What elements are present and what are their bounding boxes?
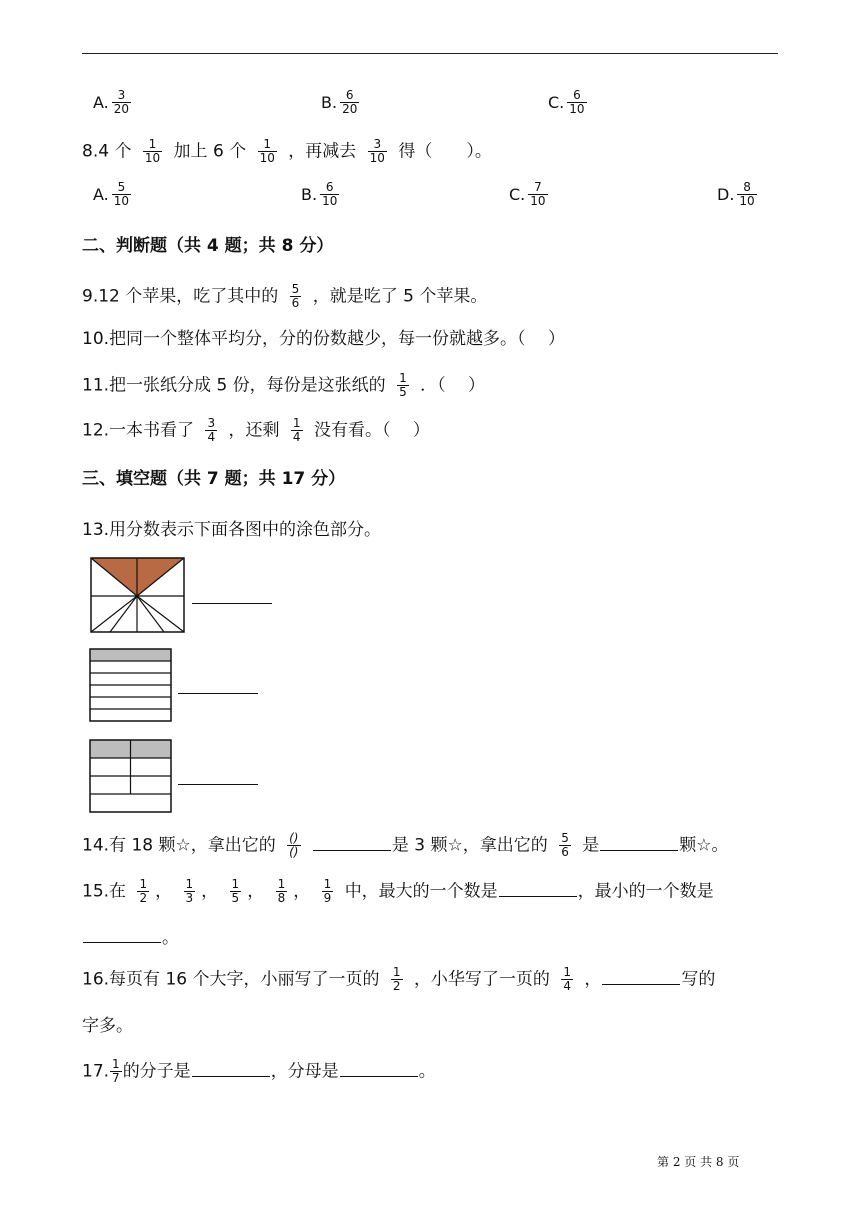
denominator: 5 [399, 385, 407, 399]
numerator: 1 [399, 371, 407, 385]
question-10: 10.把同一个整体平均分，分的份数越少，每一份就越多。（ ） [82, 329, 565, 349]
denominator: 4 [563, 979, 571, 993]
fraction [567, 89, 586, 116]
q17-number: 17. [82, 1061, 110, 1082]
fraction [112, 89, 131, 116]
numerator: 1 [231, 877, 240, 891]
q8-text-1: 8.4 个 [82, 141, 132, 162]
fraction [112, 181, 131, 208]
numerator: 1 [263, 137, 272, 151]
q14-text-2: 是 3 颗☆，拿出它的 [391, 835, 548, 856]
option-letter: B. [301, 185, 318, 204]
figure-3-shaded-grid [89, 739, 173, 813]
answer-blank[interactable] [499, 895, 577, 897]
answer-blank-fig2[interactable] [178, 692, 258, 694]
question-9 [82, 283, 487, 310]
fraction [320, 181, 339, 208]
question-16-cont: 字多。 [82, 1016, 133, 1036]
denominator: 10 [259, 151, 275, 165]
numerator: 1 [139, 877, 148, 891]
q17-text-2: ，分母是 [270, 1061, 339, 1082]
numerator: 1 [292, 416, 301, 430]
question-15 [82, 878, 714, 905]
q17-text-3: 。 [418, 1061, 436, 1082]
fraction [561, 966, 573, 993]
question-13: 13.用分数表示下面各图中的涂色部分。 [82, 520, 382, 540]
q8-option-a[interactable] [93, 181, 137, 208]
q16-text-2: ，小华写了一页的 [413, 969, 550, 990]
q15-text-2: 中，最大的一个数是 [344, 881, 498, 902]
answer-blank[interactable] [340, 1075, 418, 1077]
q12-text-2: ，还剩 [228, 420, 280, 441]
q14-text-3: 是 [582, 835, 600, 856]
fraction [559, 832, 571, 859]
fraction [291, 417, 303, 444]
q12-text-1: 12.一本书看了 [82, 420, 195, 441]
option-letter: A. [93, 93, 109, 112]
answer-blank[interactable] [313, 849, 391, 851]
denominator: 6 [561, 845, 569, 859]
q17-text-1: 的分子是 [122, 1061, 191, 1082]
separator: ， [293, 881, 311, 902]
denominator: 3 [185, 891, 194, 905]
separator: ， [201, 881, 219, 902]
q15-text-3: ，最小的一个数是 [577, 881, 714, 902]
question-12 [82, 417, 430, 444]
q9-text-1: 9.12 个苹果，吃了其中的 [82, 286, 279, 307]
q15-text-4: 。 [162, 928, 179, 948]
answer-blank[interactable] [192, 1075, 270, 1077]
shaded-region [90, 649, 171, 661]
numerator: 8 [743, 180, 751, 194]
numerator: 1 [563, 965, 571, 979]
question-14 [82, 832, 728, 859]
figure-2-shaded-stripes [89, 648, 173, 722]
numerator: () [289, 831, 299, 845]
denominator: 10 [739, 194, 755, 208]
fraction [391, 966, 403, 993]
numerator: 1 [185, 877, 194, 891]
q11-text-2: ．（ ） [420, 375, 486, 396]
q8-option-d[interactable] [717, 181, 763, 208]
numerator: 7 [534, 180, 542, 194]
denominator: () [289, 845, 299, 859]
fraction [397, 372, 409, 399]
q8-text-3: ，再减去 [288, 141, 357, 162]
question-15-cont [82, 927, 179, 949]
numerator: 1 [277, 877, 286, 891]
fraction [528, 181, 547, 208]
numerator: 5 [117, 180, 126, 194]
denominator: 10 [569, 102, 585, 116]
q8-option-b[interactable] [301, 181, 345, 208]
header-rule [82, 53, 778, 54]
q8-text-4: 得（ ）。 [398, 141, 492, 162]
fraction [184, 878, 196, 905]
q14-text-4: 颗☆。 [679, 835, 729, 856]
answer-blank-fig1[interactable] [192, 602, 272, 604]
fraction [276, 878, 288, 905]
fraction [737, 181, 756, 208]
q7-option-b[interactable] [321, 89, 365, 116]
denominator: 10 [322, 194, 338, 208]
question-16 [82, 966, 715, 993]
q7-option-a[interactable] [93, 89, 137, 116]
denominator: 10 [530, 194, 546, 208]
denominator: 2 [392, 979, 401, 993]
q15-text-1: 15.在 [82, 881, 127, 902]
numerator: 3 [207, 416, 216, 430]
option-letter: D. [717, 185, 735, 204]
fraction [340, 89, 359, 116]
denominator: 20 [113, 102, 130, 116]
q8-option-c[interactable] [509, 181, 554, 208]
fraction [110, 1058, 122, 1085]
denominator: 7 [112, 1071, 120, 1085]
numerator: 1 [148, 137, 157, 151]
denominator: 10 [113, 194, 130, 208]
fraction [205, 417, 217, 444]
section-2-title: 二、判断题（共 4 题；共 8 分） [82, 236, 334, 256]
denominator: 2 [139, 891, 148, 905]
denominator: 4 [292, 430, 301, 444]
option-letter: B. [321, 93, 338, 112]
denominator: 20 [342, 102, 358, 116]
numerator: 6 [345, 88, 354, 102]
numerator: 3 [373, 137, 382, 151]
numerator: 1 [112, 1057, 120, 1071]
answer-blank[interactable] [602, 983, 680, 985]
option-letter: C. [509, 185, 526, 204]
question-17 [82, 1058, 436, 1085]
numerator: 6 [573, 88, 581, 102]
fraction [290, 283, 302, 310]
separator: ， [155, 881, 173, 902]
fraction [287, 832, 300, 859]
numerator: 5 [291, 282, 300, 296]
separator: ， [247, 881, 265, 902]
answer-blank-fig3[interactable] [178, 783, 258, 785]
q11-text-1: 11.把一张纸分成 5 份，每份是这张纸的 [82, 375, 386, 396]
question-8 [82, 138, 492, 165]
numerator: 1 [392, 965, 401, 979]
option-letter: A. [93, 185, 109, 204]
fraction [322, 878, 334, 905]
page-footer: 第 2 页 共 8 页 [657, 1155, 740, 1169]
denominator: 6 [291, 296, 300, 310]
denominator: 10 [144, 151, 161, 165]
denominator: 9 [323, 891, 332, 905]
figure-1-shaded-triangles [90, 557, 186, 633]
numerator: 5 [561, 831, 569, 845]
denominator: 8 [277, 891, 286, 905]
option-letter: C. [548, 93, 565, 112]
q16-text-4: 写的 [681, 969, 716, 990]
answer-blank[interactable] [600, 849, 678, 851]
q14-text-1: 14.有 18 颗☆，拿出它的 [82, 835, 276, 856]
q9-text-2: ，就是吃了 5 个苹果。 [312, 286, 488, 307]
denominator: 4 [207, 430, 216, 444]
fraction [258, 138, 277, 165]
q8-text-2: 加上 6 个 [173, 141, 247, 162]
fraction [230, 878, 242, 905]
fraction [368, 138, 387, 165]
numerator: 3 [117, 88, 126, 102]
denominator: 10 [369, 151, 385, 165]
fraction [137, 878, 149, 905]
section-3-title: 三、填空题（共 7 题；共 17 分） [82, 469, 346, 489]
numerator: 6 [325, 180, 334, 194]
denominator: 5 [231, 891, 240, 905]
answer-blank[interactable] [83, 941, 161, 943]
question-11 [82, 372, 485, 399]
numerator: 1 [323, 877, 332, 891]
q7-option-c[interactable] [548, 89, 593, 116]
q16-text-1: 16.每页有 16 个大字，小丽写了一页的 [82, 969, 380, 990]
q12-text-3: 没有看。（ ） [313, 420, 430, 441]
q16-text-3: ， [584, 969, 602, 990]
fraction [143, 138, 162, 165]
